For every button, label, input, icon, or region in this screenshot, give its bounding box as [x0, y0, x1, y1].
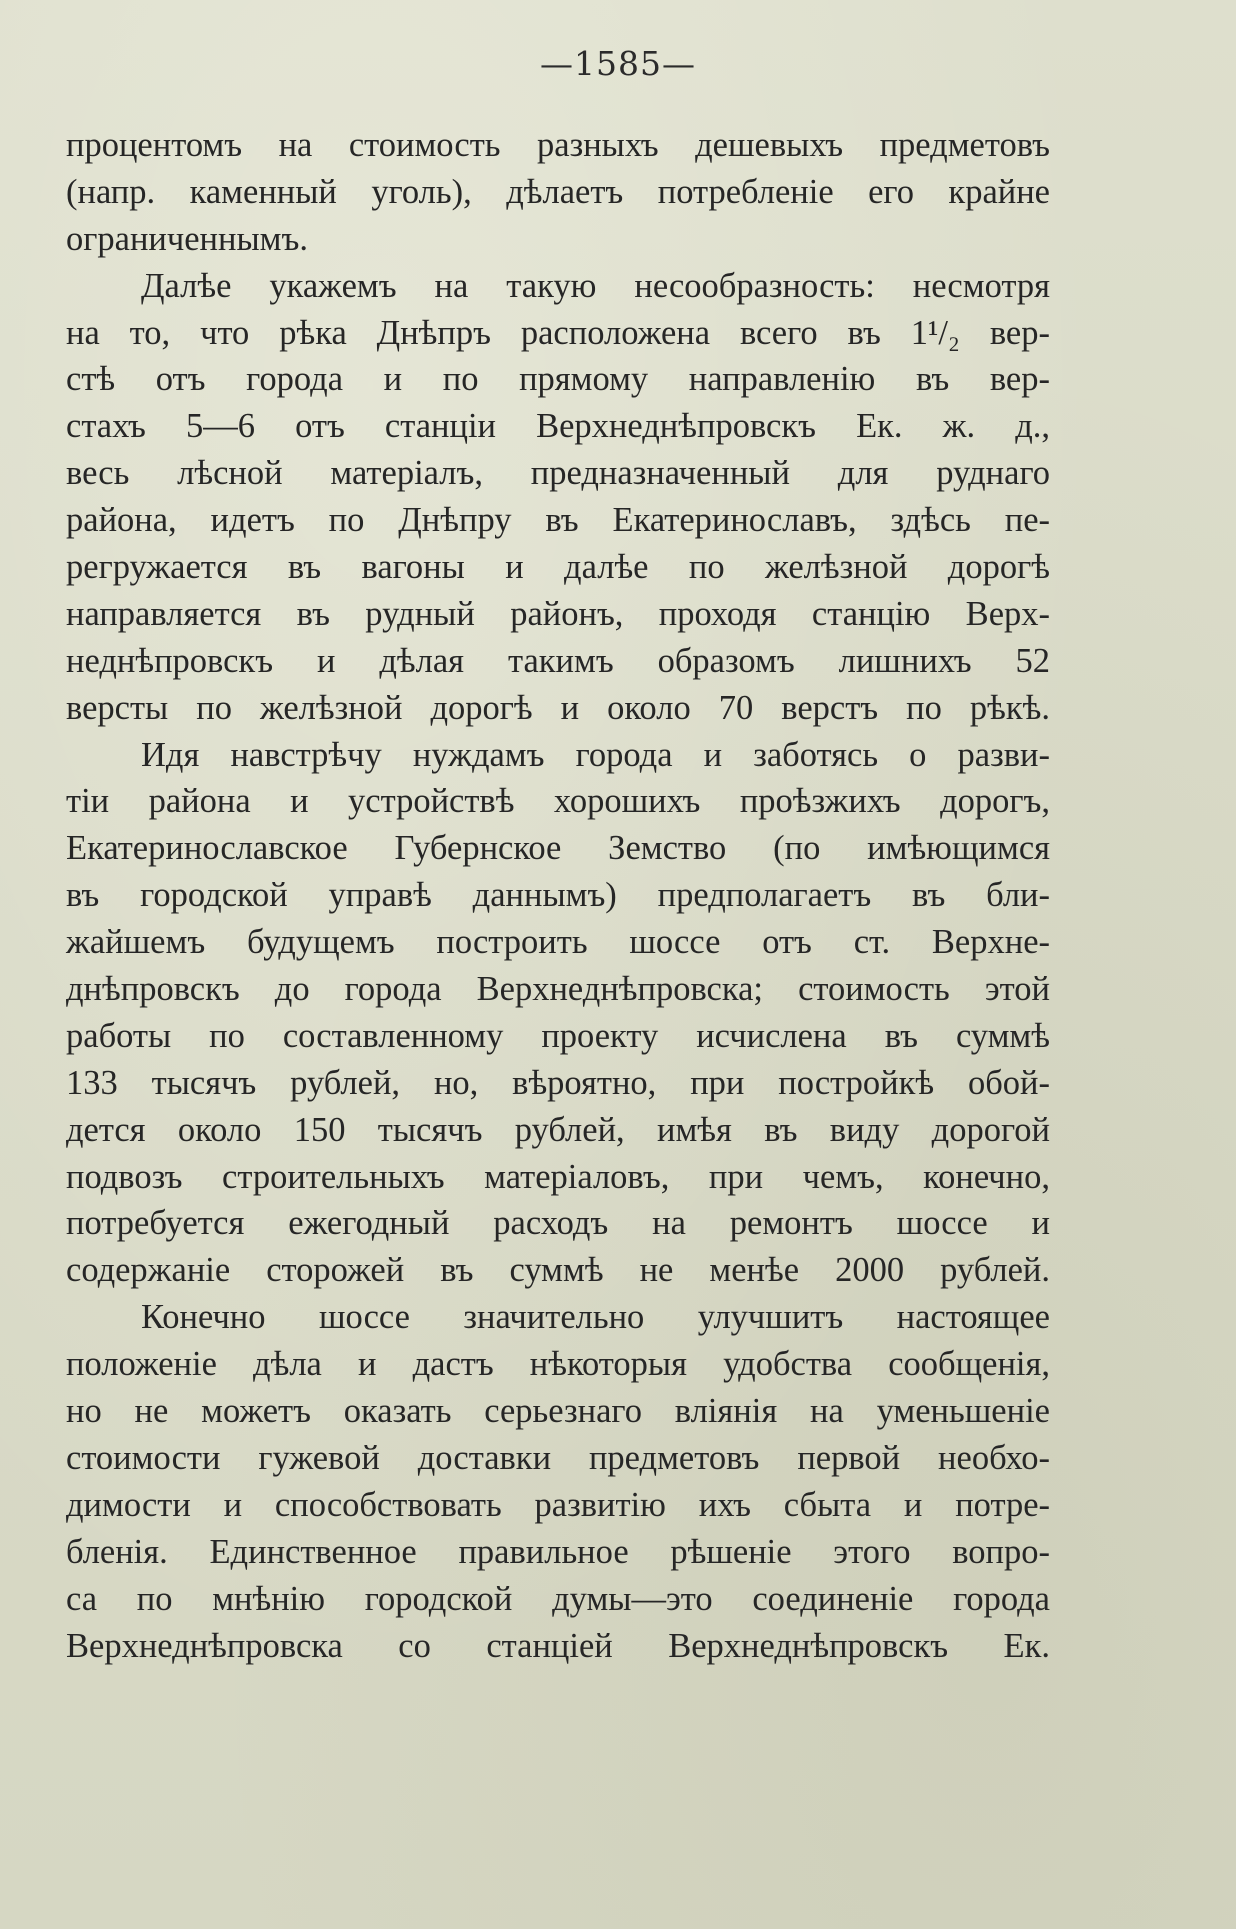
text-line: подвозъ строительныхъ матеріаловъ, при чемъ, конечно,	[66, 1157, 1050, 1196]
text-line: тіи района и устройствѣ хорошихъ проѣзжихъ дорогъ,	[66, 782, 1050, 821]
page-number: —1585—	[540, 44, 696, 83]
text-line: района, идетъ по Днѣпру въ Екатеринославъ, здѣсь пе-	[66, 501, 1050, 540]
text-line: стахъ 5—6 отъ станціи Верхнеднѣпровскъ Ек. ж. д.,	[66, 407, 1050, 446]
text-line: Верхнеднѣпровска со станціей Верхнеднѣпровскъ Ек.	[66, 1626, 1050, 1665]
paragraph-first-line: Далѣе укажемъ на такую несообразность: несмотря	[141, 266, 1050, 305]
text-line: весь лѣсной матеріалъ, предназначенный для руднаго	[66, 454, 1050, 493]
text-line: Екатеринославское Губернское Земство (по имѣющимся	[66, 829, 1050, 868]
text-line: ограниченнымъ.	[66, 219, 308, 258]
text-line: регружается въ вагоны и далѣе по желѣзной дорогѣ	[66, 548, 1050, 587]
text-line: димости и способствовать развитію ихъ сбыта и потре-	[66, 1485, 1050, 1524]
text-line: дется около 150 тысячъ рублей, имѣя въ виду дорогой	[66, 1110, 1050, 1149]
text-line: содержаніе сторожей въ суммѣ не менѣе 2000 рублей.	[66, 1251, 1050, 1290]
text-line: потребуется ежегодный расходъ на ремонтъ шоссе и	[66, 1204, 1050, 1243]
text-line: неднѣпровскъ и дѣлая такимъ образомъ лишнихъ 52	[66, 641, 1050, 680]
text-line: положеніе дѣла и дастъ нѣкоторыя удобства сообщенія,	[66, 1345, 1050, 1384]
text-line: направляется въ рудный районъ, проходя станцію Верх-	[66, 594, 1050, 633]
paragraph-first-line: Конечно шоссе значительно улучшитъ настоящее	[141, 1298, 1050, 1337]
text-line: версты по желѣзной дорогѣ и около 70 верстъ по рѣкѣ.	[66, 688, 1050, 727]
text-line: са по мнѣнію городской думы—это соединеніе города	[66, 1579, 1050, 1618]
text-line: процентомъ на стоимость разныхъ дешевыхъ предметовъ	[66, 126, 1050, 164]
text-line: 133 тысячъ рублей, но, вѣроятно, при постройкѣ обой-	[66, 1063, 1050, 1102]
text-line: жайшемъ будущемъ построить шоссе отъ ст. Верхне-	[66, 923, 1050, 962]
text-line: на то, что рѣка Днѣпръ расположена всего въ 1¹/₂ вер-	[66, 313, 1050, 352]
text-line: бленія. Единственное правильное рѣшеніе этого вопро-	[66, 1532, 1050, 1571]
text-line: стѣ отъ города и по прямому направленію въ вер-	[66, 360, 1050, 399]
text-line: стоимости гужевой доставки предметовъ первой необхо-	[66, 1438, 1050, 1477]
text-line: работы по составленному проекту исчислена въ суммѣ	[66, 1016, 1050, 1055]
body-text	[66, 122, 1050, 1669]
text-line: въ городской управѣ даннымъ) предполагаетъ въ бли-	[66, 876, 1050, 915]
text-line: (напр. каменный уголь), дѣлаетъ потребленіе его крайне	[66, 172, 1050, 211]
text-line: но не можетъ оказать серьезнаго вліянія на уменьшеніе	[66, 1392, 1050, 1431]
paragraph-first-line: Идя навстрѣчу нуждамъ города и заботясь о разви-	[141, 735, 1050, 774]
text-line: днѣпровскъ до города Верхнеднѣпровска; стоимость этой	[66, 970, 1050, 1009]
